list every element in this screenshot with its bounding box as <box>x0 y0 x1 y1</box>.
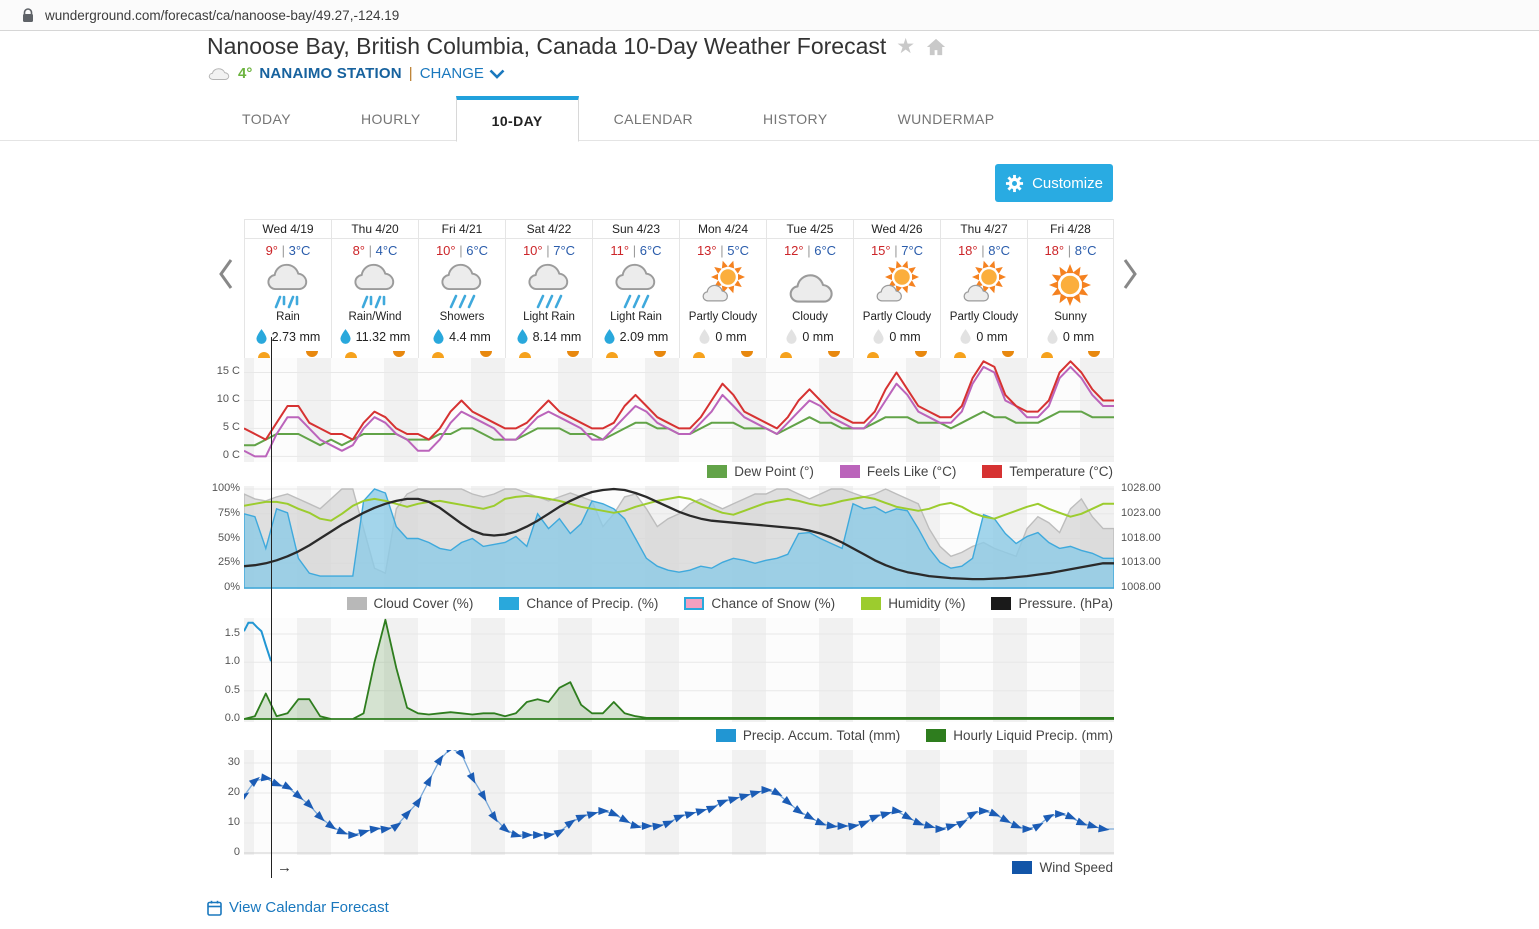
forecast-strip <box>244 219 1114 361</box>
y-axis-label: 0 <box>233 846 240 858</box>
customize-button[interactable]: Customize <box>995 164 1113 202</box>
y-axis-label: 5 C <box>222 421 240 434</box>
legend-item: Temperature (°C) <box>982 464 1113 479</box>
y-axis-label: 1.5 <box>224 626 240 639</box>
forecast-day-wed-4-26[interactable] <box>853 220 940 360</box>
partly-cloudy-icon <box>854 259 940 311</box>
day-temps: 9° | 3°C <box>265 243 311 258</box>
sunrise-icon <box>954 351 966 358</box>
tab-wundermap[interactable]: WUNDERMAP <box>897 110 995 127</box>
day-precip: 2.73 mm <box>245 329 331 344</box>
chevron-right-icon[interactable] <box>1122 257 1138 296</box>
day-condition: Rain <box>276 311 300 323</box>
lock-icon <box>22 8 34 23</box>
y-axis-label: 100% <box>211 482 240 494</box>
right-y-axis-label: 1013.00 <box>1121 556 1161 569</box>
day-label: Thu 4/20 <box>332 220 418 239</box>
day-temps: 10° | 6°C <box>435 243 489 258</box>
right-y-axis-label: 1018.00 <box>1121 531 1161 544</box>
y-axis-label: 0.0 <box>224 712 240 724</box>
legend-item: Wind Speed <box>1012 860 1113 875</box>
day-condition: Partly Cloudy <box>949 311 1019 323</box>
partly-cloudy-icon <box>941 259 1027 311</box>
sunrise-icon <box>606 351 618 358</box>
forecast-day-wed-4-19[interactable] <box>244 220 331 360</box>
droplet-icon <box>517 329 528 344</box>
day-precip: 0 mm <box>941 329 1027 344</box>
chevron-down-icon <box>489 69 505 79</box>
day-label: Fri 4/21 <box>419 220 505 239</box>
legend-swatch <box>991 597 1011 610</box>
sunset-icon <box>741 351 753 358</box>
sunset-icon <box>393 351 405 358</box>
sunrise-icon <box>432 351 444 358</box>
droplet-icon <box>256 329 267 344</box>
day-precip: 0 mm <box>767 329 853 344</box>
day-temps: 10° | 7°C <box>522 243 576 258</box>
forecast-day-sun-4-23[interactable] <box>592 220 679 360</box>
cloudy-icon <box>767 259 853 311</box>
tab-bar <box>0 96 1539 141</box>
light-rain-icon <box>593 259 679 311</box>
current-temp: 4° <box>238 65 253 82</box>
current-time-cursor <box>271 337 272 878</box>
day-temps: 8° | 4°C <box>352 243 398 258</box>
day-precip: 8.14 mm <box>506 329 592 344</box>
temperature-chart[interactable] <box>244 358 1114 462</box>
station-name-link[interactable]: NANAIMO STATION <box>259 65 402 82</box>
forecast-day-fri-4-28[interactable] <box>1027 220 1114 360</box>
day-condition: Light Rain <box>610 311 662 323</box>
sunset-icon <box>654 351 666 358</box>
sunset-icon <box>1088 351 1100 358</box>
droplet-icon <box>873 329 884 344</box>
day-label: Fri 4/28 <box>1028 220 1113 239</box>
sunrise-icon <box>1041 351 1053 358</box>
url-text[interactable]: wunderground.com/forecast/ca/nanoose-bay/49.27,-124.19 <box>45 7 400 23</box>
day-condition: Rain/Wind <box>348 311 402 323</box>
right-y-axis-label: 1028.00 <box>1121 482 1161 494</box>
sunset-icon <box>915 351 927 358</box>
sunset-icon <box>1002 351 1014 358</box>
forecast-day-mon-4-24[interactable] <box>679 220 766 360</box>
forecast-day-thu-4-27[interactable] <box>940 220 1027 360</box>
cursor-direction-arrow: → <box>277 859 292 876</box>
day-condition: Light Rain <box>523 311 575 323</box>
chart-legend <box>347 596 1113 611</box>
cloud-precip-humidity-pressure-chart[interactable] <box>244 486 1114 589</box>
legend-item: Chance of Snow (%) <box>684 596 835 611</box>
tab-hourly[interactable]: HOURLY <box>360 110 421 127</box>
y-axis-label: 15 C <box>216 365 240 378</box>
chart-legend <box>716 728 1113 743</box>
droplet-icon <box>433 329 444 344</box>
sunrise-icon <box>780 351 792 358</box>
page-title: Nanoose Bay, British Columbia, Canada 10-Day Weather Forecast <box>207 33 887 59</box>
forecast-day-sat-4-22[interactable] <box>505 220 592 360</box>
day-precip: 4.4 mm <box>419 329 505 344</box>
day-label: Thu 4/27 <box>941 220 1027 239</box>
day-precip: 0 mm <box>680 329 766 344</box>
star-icon[interactable]: ★ <box>896 35 916 58</box>
legend-swatch <box>716 729 736 742</box>
cloud-icon <box>207 66 231 81</box>
calendar-icon <box>207 900 222 916</box>
day-condition: Partly Cloudy <box>688 311 758 323</box>
sunrise-icon <box>519 351 531 358</box>
tab-history[interactable]: HISTORY <box>763 110 828 127</box>
legend-swatch <box>1012 861 1032 874</box>
day-temps: 13° | 5°C <box>696 243 750 258</box>
day-temps: 15° | 7°C <box>870 243 924 258</box>
droplet-icon <box>786 329 797 344</box>
day-precip: 11.32 mm <box>332 329 418 344</box>
y-axis-label: 0.5 <box>224 683 240 696</box>
browser-address-bar[interactable] <box>0 0 1539 31</box>
legend-item: Humidity (%) <box>861 596 965 611</box>
sunset-icon <box>567 351 579 358</box>
tab-calendar[interactable]: CALENDAR <box>613 110 694 127</box>
legend-swatch <box>347 597 367 610</box>
droplet-icon <box>340 329 351 344</box>
day-temps: 18° | 8°C <box>1044 243 1097 258</box>
y-axis-label: 10 <box>227 816 240 828</box>
y-axis-label: 0 C <box>222 449 240 462</box>
sunrise-icon <box>258 351 270 358</box>
day-label: Wed 4/19 <box>245 220 331 239</box>
partly-cloudy-icon <box>680 259 766 311</box>
day-temps: 18° | 8°C <box>957 243 1011 258</box>
legend-swatch <box>499 597 519 610</box>
station-row <box>207 65 505 82</box>
chevron-left-icon[interactable] <box>218 257 234 296</box>
legend-item: Dew Point (°) <box>707 464 814 479</box>
light-rain-icon <box>506 259 592 311</box>
rain-icon <box>332 259 418 311</box>
y-axis-label: 75% <box>217 506 240 519</box>
day-condition: Sunny <box>1054 311 1087 323</box>
right-y-axis-label: 1023.00 <box>1121 506 1161 519</box>
sunrise-icon <box>867 351 879 358</box>
y-axis-label: 50% <box>217 531 240 544</box>
wind-chart[interactable] <box>244 750 1114 855</box>
legend-swatch <box>926 729 946 742</box>
legend-item: Chance of Precip. (%) <box>499 596 658 611</box>
legend-item: Cloud Cover (%) <box>347 596 474 611</box>
day-condition: Cloudy <box>792 311 828 323</box>
day-temps: 12° | 6°C <box>783 243 837 258</box>
sunrise-icon <box>345 351 357 358</box>
legend-item: Hourly Liquid Precip. (mm) <box>926 728 1113 743</box>
gear-icon <box>1005 174 1024 193</box>
legend-swatch <box>684 597 704 610</box>
y-axis-label: 30 <box>227 756 240 768</box>
tab-10-day[interactable]: 10-DAY <box>456 96 579 142</box>
sunrise-icon <box>693 351 705 358</box>
legend-swatch <box>840 465 860 478</box>
y-axis-label: 20 <box>227 786 240 798</box>
legend-swatch <box>982 465 1002 478</box>
rain-icon <box>245 259 331 311</box>
legend-swatch <box>861 597 881 610</box>
chart-legend <box>1012 860 1113 875</box>
day-precip: 0 mm <box>854 329 940 344</box>
day-precip: 2.09 mm <box>593 329 679 344</box>
day-condition: Partly Cloudy <box>862 311 932 323</box>
y-axis-label: 1.0 <box>224 655 240 668</box>
legend-item: Precip. Accum. Total (mm) <box>716 728 900 743</box>
day-label: Tue 4/25 <box>767 220 853 239</box>
droplet-icon <box>699 329 710 344</box>
day-label: Mon 4/24 <box>680 220 766 239</box>
day-condition: Showers <box>439 311 485 323</box>
droplet-icon <box>604 329 615 344</box>
sunny-icon <box>1028 259 1113 311</box>
forecast-day-fri-4-21[interactable] <box>418 220 505 360</box>
change-station-link[interactable]: CHANGE <box>420 65 505 82</box>
precipitation-chart[interactable] <box>244 618 1114 722</box>
sunset-icon <box>828 351 840 358</box>
y-axis-label: 25% <box>217 556 240 569</box>
day-label: Sun 4/23 <box>593 220 679 239</box>
chart-legend <box>707 464 1113 479</box>
view-calendar-link[interactable]: View Calendar Forecast <box>207 899 389 916</box>
droplet-icon <box>960 329 971 344</box>
right-y-axis-label: 1008.00 <box>1121 581 1161 593</box>
droplet-icon <box>1047 329 1058 344</box>
showers-icon <box>419 259 505 311</box>
day-label: Wed 4/26 <box>854 220 940 239</box>
home-icon[interactable] <box>925 37 947 57</box>
tab-today[interactable]: TODAY <box>242 110 291 127</box>
day-temps: 11° | 6°C <box>610 243 662 258</box>
day-precip: 0 mm <box>1028 329 1113 344</box>
legend-item: Pressure. (hPa) <box>991 596 1113 611</box>
forecast-day-tue-4-25[interactable] <box>766 220 853 360</box>
station-separator: | <box>408 65 413 82</box>
y-axis-label: 10 C <box>216 393 240 406</box>
forecast-day-thu-4-20[interactable] <box>331 220 418 360</box>
y-axis-label: 0% <box>224 581 240 593</box>
day-label: Sat 4/22 <box>506 220 592 239</box>
legend-swatch <box>707 465 727 478</box>
legend-item: Feels Like (°C) <box>840 464 956 479</box>
sunset-icon <box>306 351 318 358</box>
sunset-icon <box>480 351 492 358</box>
